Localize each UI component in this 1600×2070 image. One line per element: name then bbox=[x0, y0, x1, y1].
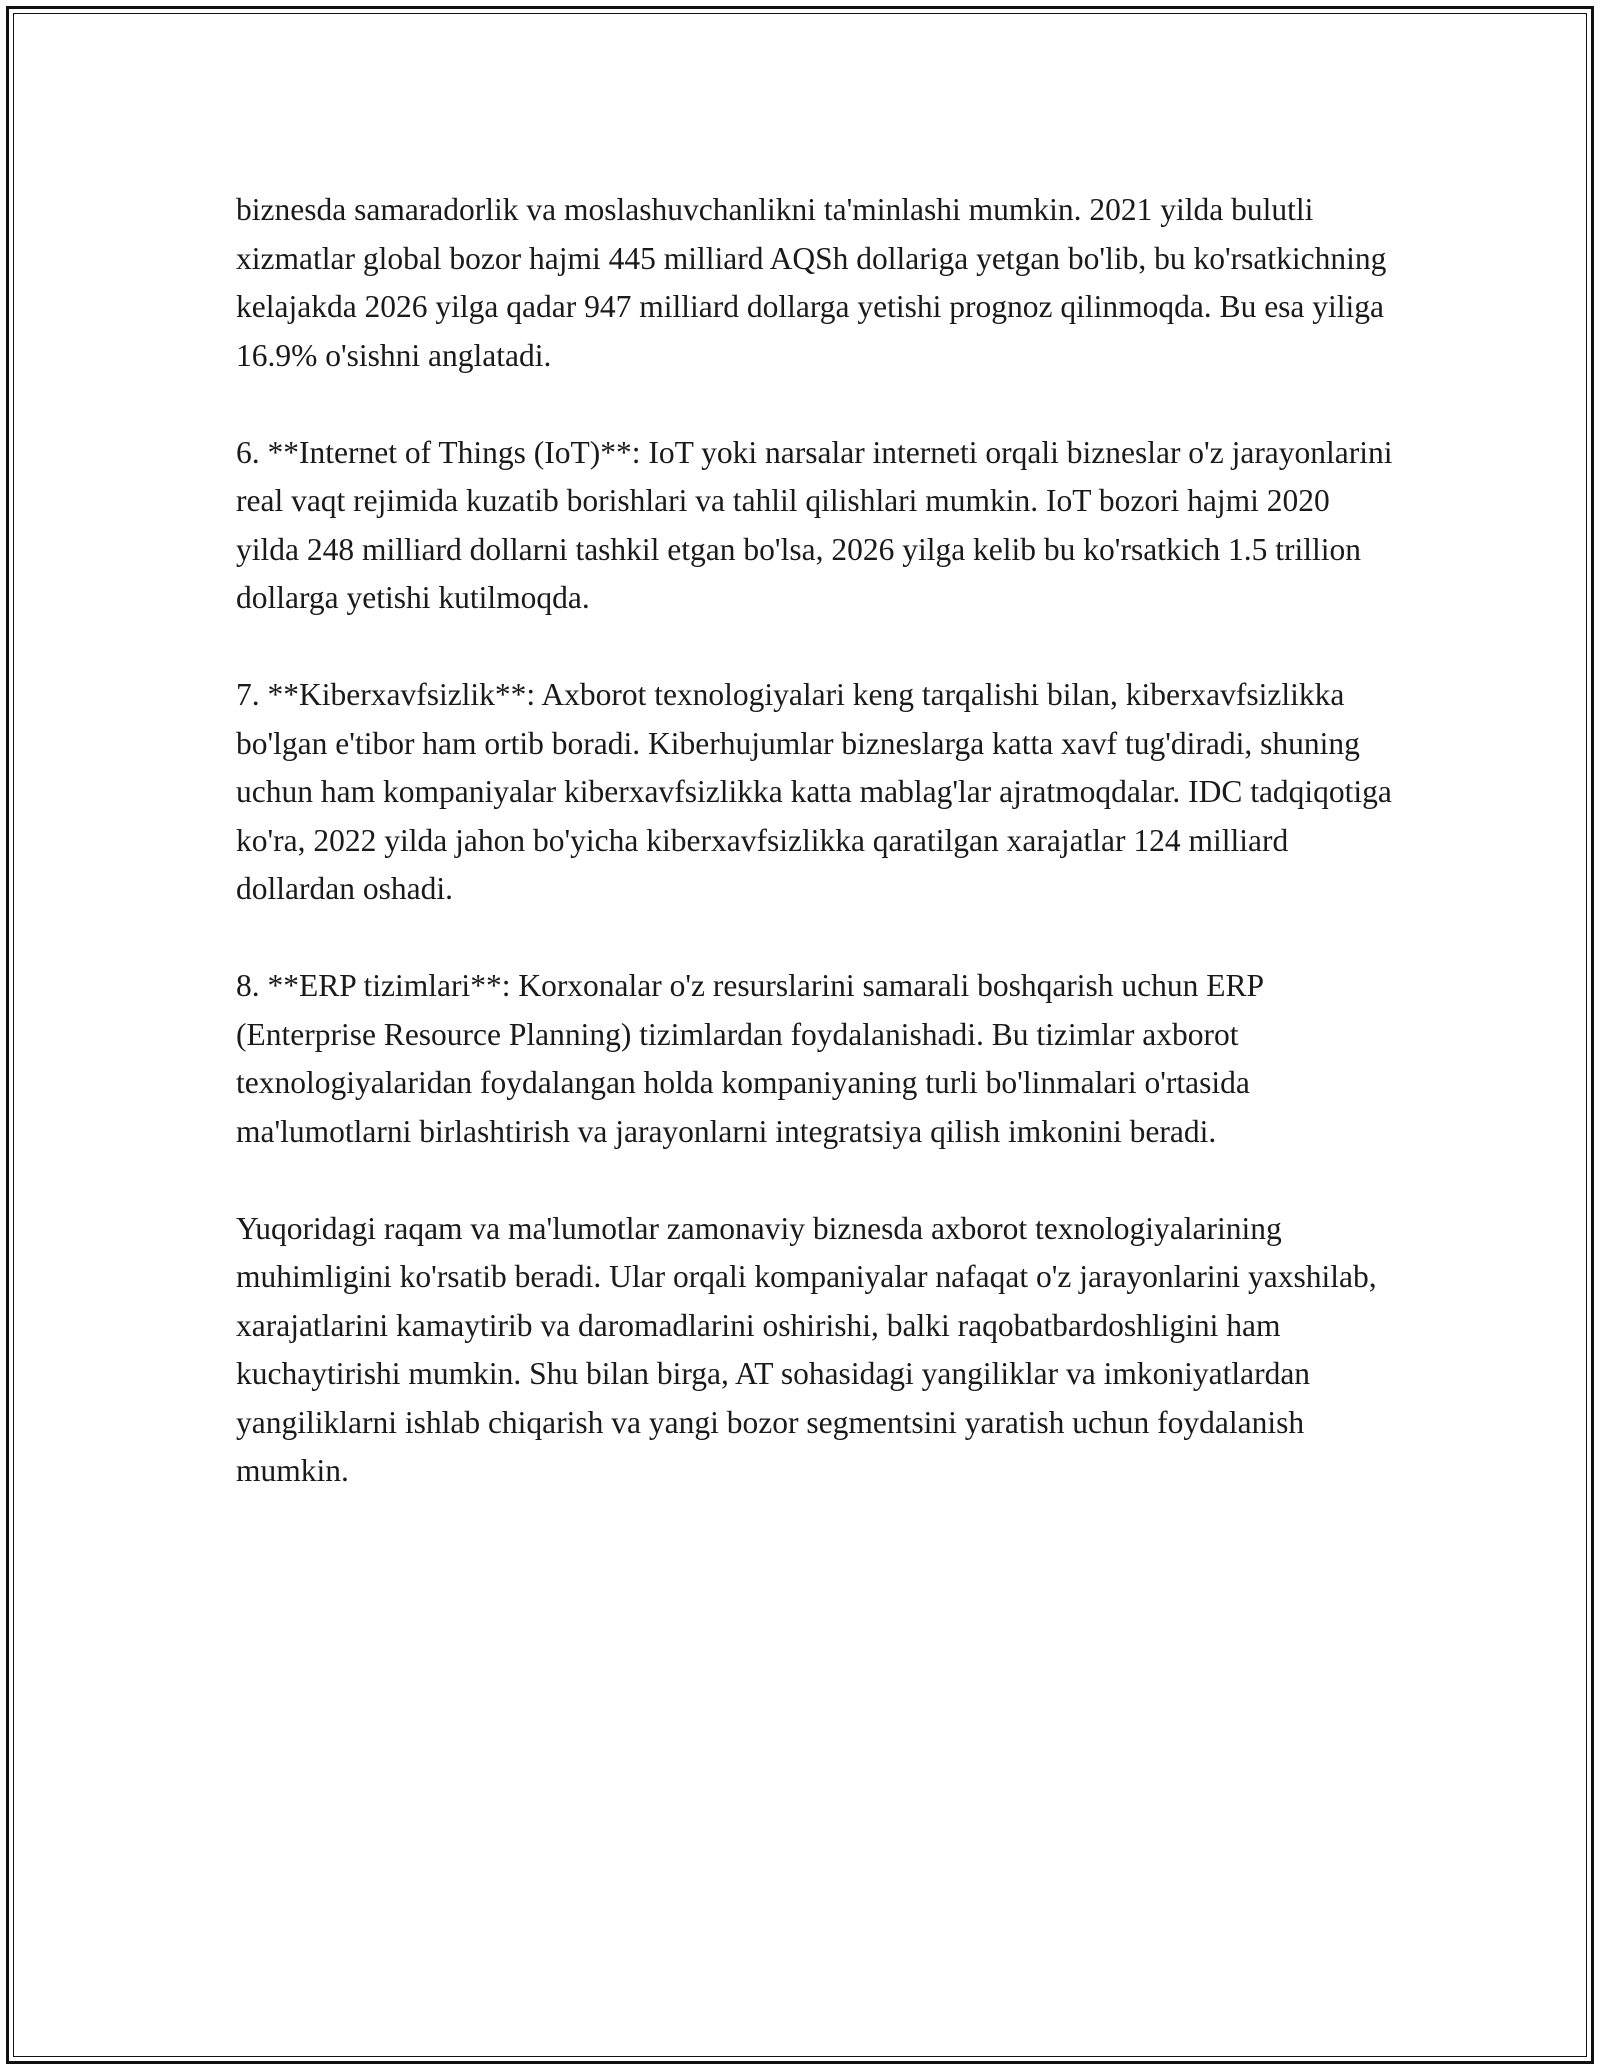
document-body bbox=[236, 186, 1396, 1544]
paragraph-erp: 8. **ERP tizimlari**: Korxonalar o'z resurslarini samarali boshqarish uchun ERP (Enterprise Resource Planning) tizimlardan foydalanishadi. Bu tizimlar axborot texnologiyalaridan foydalangan holda kompaniyaning turli bo'linmalari o'rtasida ma'lumotlarni birlashtirish va jarayonlarni integratsiya qilish imkonini beradi. bbox=[236, 968, 1263, 1149]
paragraph-conclusion: Yuqoridagi raqam va ma'lumotlar zamonaviy biznesda axborot texnologiyalarining muhimligini ko'rsatib beradi. Ular orqali kompaniyalar nafaqat o'z jarayonlarini yaxshilab, xarajatlarini kamaytirib va daromadlarini oshirishi, balki raqobatbardoshligini ham kuchaytirishi mumkin. Shu bilan birga, AT sohasidagi yangiliklar va imkoniyatlardan yangiliklarni ishlab chiqarish va yangi bozor segmentsini yaratish uchun foydalanish mumkin. bbox=[236, 1210, 1377, 1488]
paragraph-cybersecurity: 7. **Kiberxavfsizlik**: Axborot texnologiyalari keng tarqalishi bilan, kiberxavfsizlikka bo'lgan e'tibor ham ortib boradi. Kiberhujumlar bizneslarga katta xavf tug'diradi, shuning uchun ham kompaniyalar kiberxavfsizlikka katta mablag'lar ajratmoqdalar. IDC tadqiqotiga ko'ra, 2022 yilda jahon bo'yicha kiberxavfsizlikka qaratilgan xarajatlar 124 milliard dollardan oshadi. bbox=[236, 677, 1392, 906]
paragraph-cloud-services: biznesda samaradorlik va moslashuvchanlikni ta'minlashi mumkin. 2021 yilda bulutli xizmatlar global bozor hajmi 445 milliard AQSh dollariga yetgan bo'lib, bu ko'rsatkichning kelajakda 2026 yilga qadar 947 milliard dollarga yetishi prognoz qilinmoqda. Bu esa yiliga 16.9% o'sishni anglatadi. bbox=[236, 192, 1387, 373]
paragraph-iot: 6. **Internet of Things (IoT)**: IoT yoki narsalar interneti orqali bizneslar o'z jarayonlarini real vaqt rejimida kuzatib borishlari va tahlil qilishlari mumkin. IoT bozori hajmi 2020 yilda 248 milliard dollarni tashkil etgan bo'lsa, 2026 yilga kelib bu ko'rsatkich 1.5 trillion dollarga yetishi kutilmoqda. bbox=[236, 434, 1393, 615]
